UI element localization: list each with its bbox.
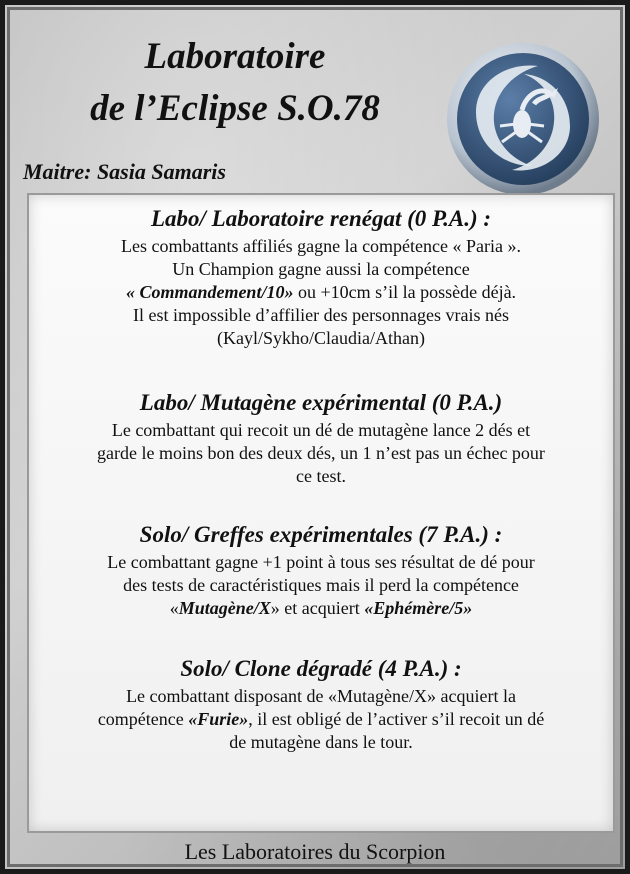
rule-line: Les combattants affiliés gagne la compétence « Paria ». (120, 236, 522, 256)
rule-heading: Labo/ Mutagène expérimental (0 P.A.) (139, 390, 503, 415)
rule-line: (Kayl/Sykho/Claudia/Athan) (217, 328, 425, 348)
rule-line: Le combattant gagne +1 point à tous ses résultat de dé pour (107, 552, 535, 572)
rule-line (29, 708, 613, 731)
rule-heading: Solo/ Greffes expérimentales (7 P.A.) : (139, 522, 503, 547)
rule-line: des tests de caractéristiques mais il perd la compétence (123, 575, 519, 595)
rule-text (29, 551, 613, 620)
rule-line-rest: , il est obligé de l’activer s’il recoit un dé (248, 709, 545, 729)
rule-line: garde le moins bon des deux dés, un 1 n’est pas un échec pour (97, 443, 545, 463)
rule-line: Le combattant disposant de «Mutagène/X» acquiert la (126, 686, 516, 706)
keyword: «Furie» (188, 709, 249, 729)
rule-line-pre: « (169, 598, 179, 618)
title-line-2: de l’Eclipse S.O.78 (90, 88, 380, 129)
rule-line-mid: » et acquiert (270, 598, 365, 618)
rules-panel (27, 193, 615, 833)
keyword: « Commandement/10» (125, 282, 294, 302)
card-footer: Les Laboratoires du Scorpion (184, 839, 446, 864)
rule-section (29, 389, 613, 488)
maitre-label: Maitre: Sasia Samaris (23, 159, 226, 184)
scorpion-emblem-icon (446, 42, 600, 196)
rule-section (29, 655, 613, 754)
rule-line: ce test. (296, 466, 346, 486)
rule-line (29, 597, 613, 620)
rule-section (29, 521, 613, 620)
card-title (35, 31, 435, 135)
rule-line: Le combattant qui recoit un dé de mutagène lance 2 dés et (111, 420, 531, 440)
rule-line: Il est impossible d’affilier des personnages vrais nés (132, 305, 510, 325)
rule-line: de mutagène dans le tour. (229, 732, 413, 752)
rule-line (29, 281, 613, 304)
title-line-1: Laboratoire (144, 36, 326, 77)
rule-text (29, 419, 613, 488)
rule-heading: Labo/ Laboratoire renégat (0 P.A.) : (150, 206, 492, 231)
rule-text (29, 685, 613, 754)
rule-text (29, 235, 613, 350)
rule-line-pre: compétence (97, 709, 189, 729)
keyword: «Ephémère/5» (364, 598, 473, 618)
rule-line-rest: ou +10cm s’il la possède déjà. (293, 282, 517, 302)
rule-line: Un Champion gagne aussi la compétence (172, 259, 470, 279)
rule-heading: Solo/ Clone dégradé (4 P.A.) : (180, 656, 462, 681)
keyword: Mutagène/X (178, 598, 271, 618)
rule-section (29, 205, 613, 350)
